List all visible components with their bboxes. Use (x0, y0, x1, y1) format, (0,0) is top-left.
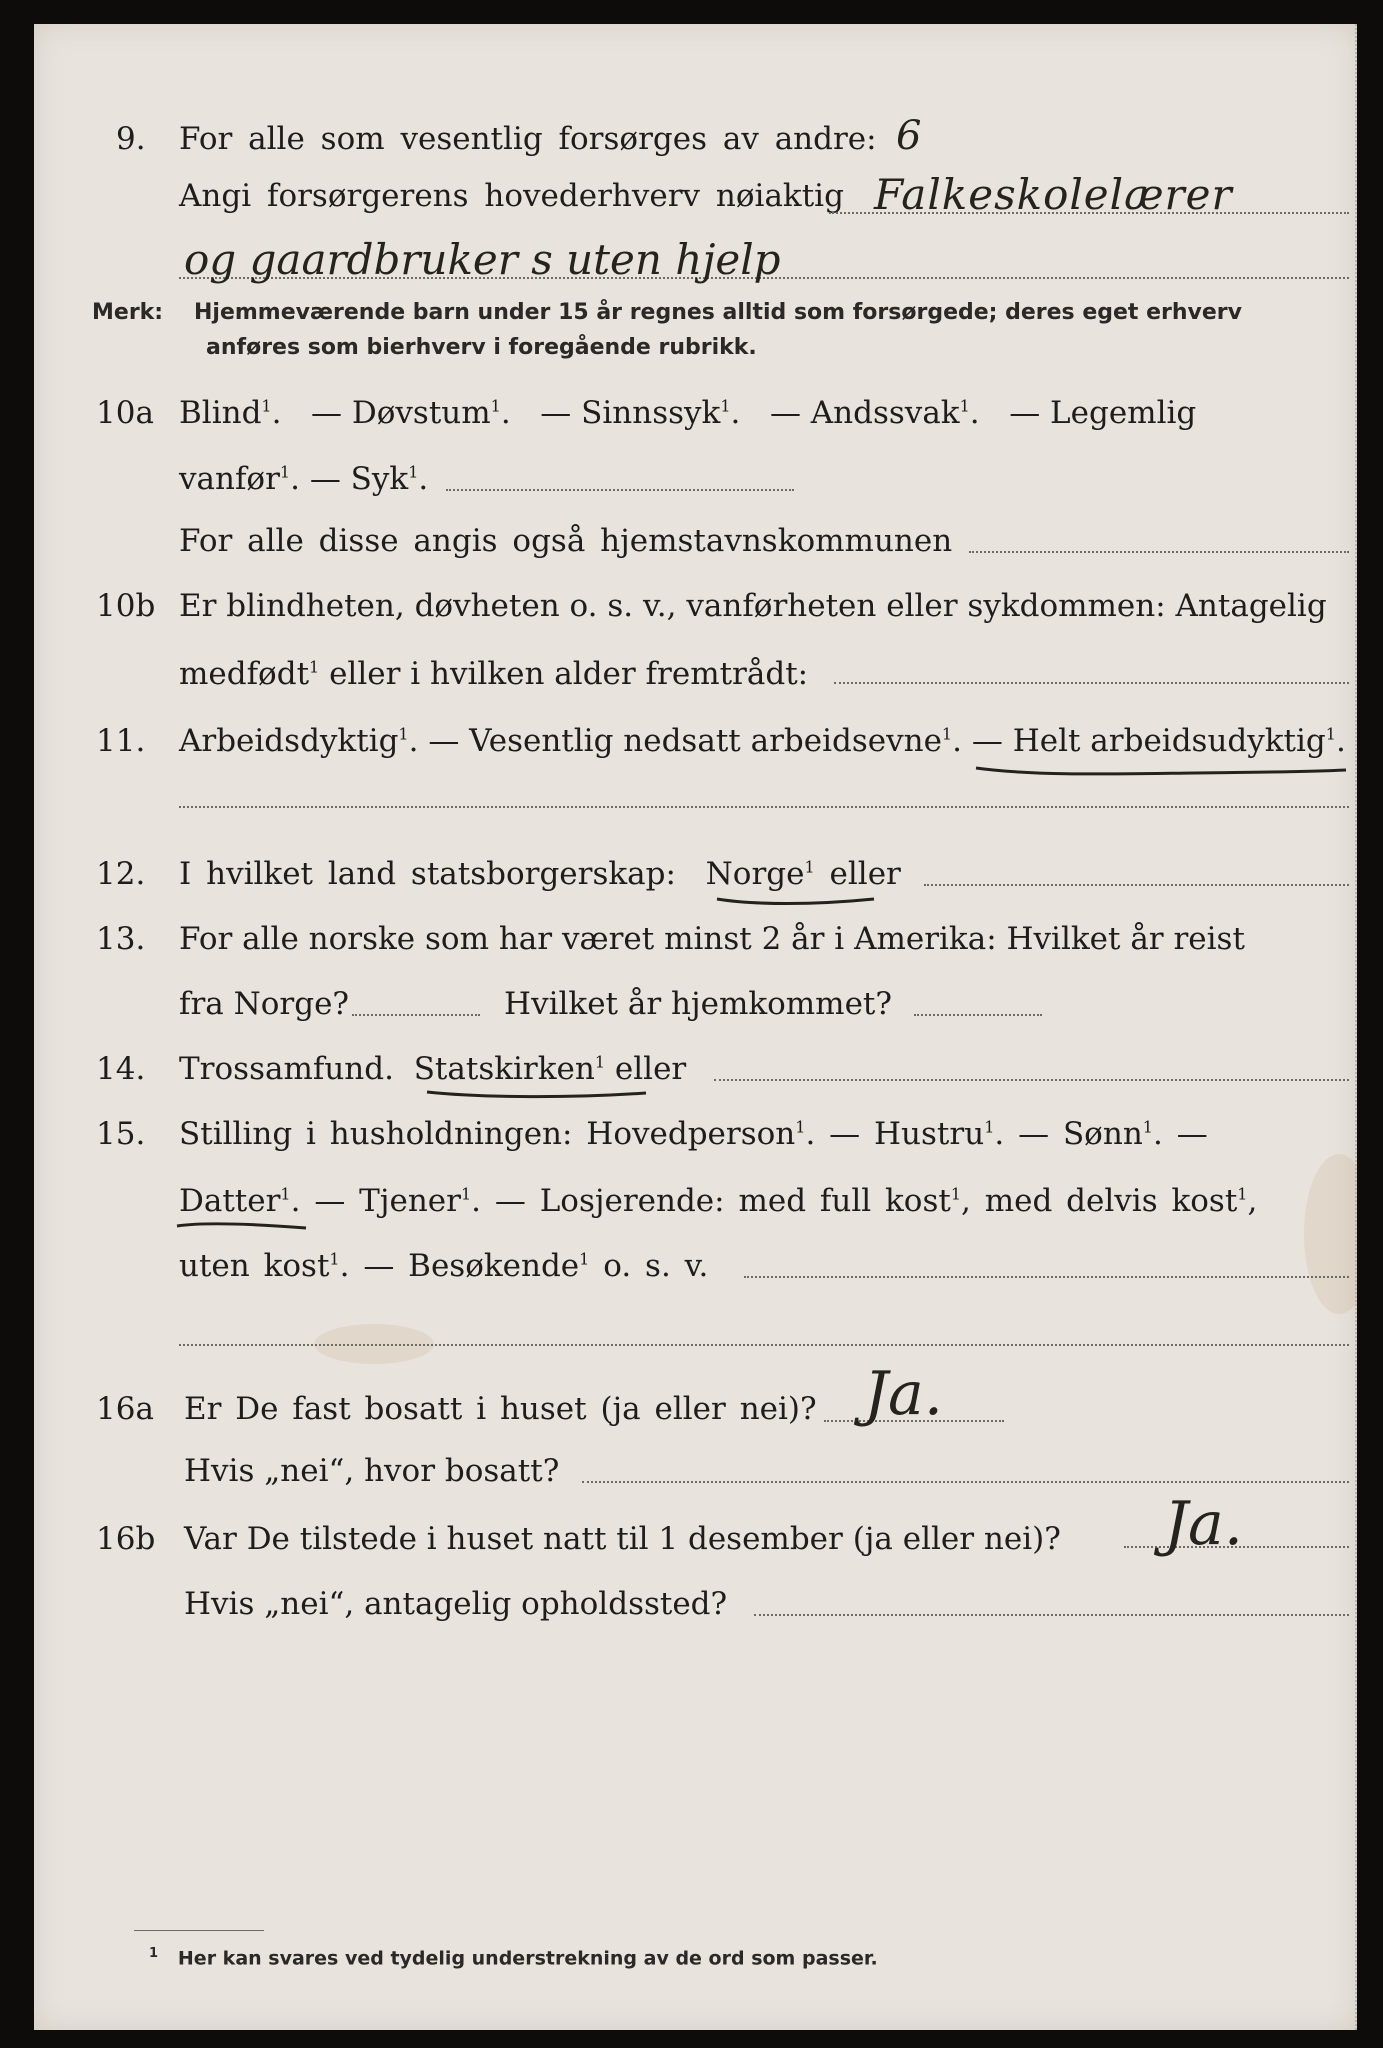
opt-sinnssyk: — Sinnssyk (540, 395, 721, 431)
footnote-text: Her kan svares ved tydelig understrekning av de ord som passer. (177, 1947, 878, 1970)
q9-handwritten-answer-1: Falkeskolelærer (874, 170, 1233, 219)
q9-line1: For alle som vesentlig forsørges av andre: (179, 121, 877, 157)
answer-line (834, 682, 1349, 684)
answer-line (582, 1481, 1349, 1483)
q15-line2: Datter$^1$. — Tjener$^1$. — Losjerende: med full kost$^1$, med delvis kost$^1$, (179, 1183, 1258, 1219)
q15-line3: uten kost$^1$. — Besøkende$^1$ o. s. v. (179, 1248, 709, 1284)
handwritten-underline-q14 (424, 1084, 654, 1108)
question-number-14: 14. (96, 1051, 146, 1087)
footnote (149, 1946, 878, 1969)
footnote-rule (134, 1930, 264, 1931)
perforation-edge (1355, 24, 1357, 2030)
q12-line: I hvilket land statsborgerskap: Norge$^1$ eller (179, 856, 901, 892)
question-number-13: 13. (96, 921, 146, 957)
answer-line (754, 1614, 1349, 1616)
q16b-line2: Hvis „nei“, antagelig opholdssted? (184, 1586, 728, 1622)
q13-line1: For alle norske som har været minst 2 år i Amerika: Hvilket år reist (179, 921, 1245, 957)
answer-line (744, 1276, 1349, 1278)
opt-legemlig: — Legemlig (1009, 395, 1197, 431)
opt-arbeidsdyktig: Arbeidsdyktig (179, 723, 399, 759)
answer-line (714, 1079, 1349, 1081)
opt-norge: Norge (705, 856, 805, 892)
q10a-line1: Blind$^1$. — Døvstum$^1$. — Sinnssyk$^1$. — Andssvak$^1$. — Legemlig (179, 395, 1197, 431)
question-number-11: 11. (96, 723, 146, 759)
handwritten-underline-q12 (714, 889, 884, 913)
answer-line (969, 551, 1349, 553)
handwritten-underline-q11 (974, 754, 1354, 784)
q10a-line2: vanfør$^1$. — Syk$^1$. (179, 461, 429, 497)
opt-statskirken: Statskirken (413, 1051, 595, 1087)
answer-line (446, 489, 794, 491)
paper-stain (1304, 1154, 1357, 1314)
question-number-12: 12. (96, 856, 146, 892)
q10b-line1: Er blindheten, døvheten o. s. v., vanførheten eller sykdommen: Antagelig (179, 588, 1327, 624)
answer-line (179, 806, 1349, 808)
question-number-10b: 10b (96, 588, 156, 624)
answer-line (352, 1014, 480, 1016)
opt-andssvak: — Andssvak (769, 395, 960, 431)
q9-answer-mark: 6 (896, 113, 922, 159)
q10a-line3: For alle disse angis også hjemstavnskommunen (179, 523, 953, 559)
answer-line (924, 884, 1349, 886)
q16a-handwritten-answer: Ja. (864, 1359, 943, 1429)
question-number-15: 15. (96, 1116, 146, 1152)
opt-nedsatt: — Vesentlig nedsatt arbeidsevne (428, 723, 942, 759)
census-form-page (34, 24, 1357, 2030)
opt-dovstum: — Døvstum (311, 395, 491, 431)
merk-line2: anføres som bierhverv i foregående rubrikk. (206, 335, 757, 360)
answer-line (914, 1014, 1042, 1016)
q9-line2: Angi forsørgerens hovederhverv nøiaktig (179, 178, 844, 214)
merk-line1: Hjemmeværende barn under 15 år regnes alltid som forsørgede; deres eget erhverv (194, 300, 1242, 325)
question-number-9: 9. (116, 121, 146, 157)
q10b-line2: medfødt$^1$ eller i hvilken alder fremtrådt: (179, 656, 809, 692)
q11-line1: Arbeidsdyktig$^1$. — Vesentlig nedsatt arbeidsevne$^1$. — Helt arbeidsudyktig$^1$. (179, 723, 1346, 759)
q16a-line1: Er De fast bosatt i huset (ja eller nei)? (184, 1391, 817, 1427)
q16b-line1: Var De tilstede i huset natt til 1 desember (ja eller nei)? (184, 1521, 1061, 1557)
merk-label: Merk: (92, 300, 164, 325)
question-number-10a: 10a (96, 395, 154, 431)
q15-line1: Stilling i husholdningen: Hovedperson$^1$. — Hustru$^1$. — Sønn$^1$. — (179, 1116, 1208, 1152)
footnote-mark: 1 (149, 1946, 159, 1961)
opt-helt-arbeidsudyktig: Helt arbeidsudyktig (1012, 723, 1326, 759)
opt-datter: Datter (179, 1183, 281, 1219)
question-number-16a: 16a (96, 1391, 154, 1427)
q13-line2: fra Norge? Hvilket år hjemkommet? (179, 986, 893, 1022)
handwritten-underline-q15 (174, 1216, 314, 1240)
q16b-handwritten-answer: Ja. (1164, 1489, 1243, 1559)
q9-handwritten-answer-2: og gaardbruker s uten hjelp (184, 235, 781, 284)
question-number-16b: 16b (96, 1521, 156, 1557)
answer-line (179, 1344, 1349, 1346)
opt-blind: Blind (179, 395, 262, 431)
q14-line: Trossamfund. Statskirken$^1$ eller (179, 1051, 687, 1087)
q16a-line2: Hvis „nei“, hvor bosatt? (184, 1453, 560, 1489)
